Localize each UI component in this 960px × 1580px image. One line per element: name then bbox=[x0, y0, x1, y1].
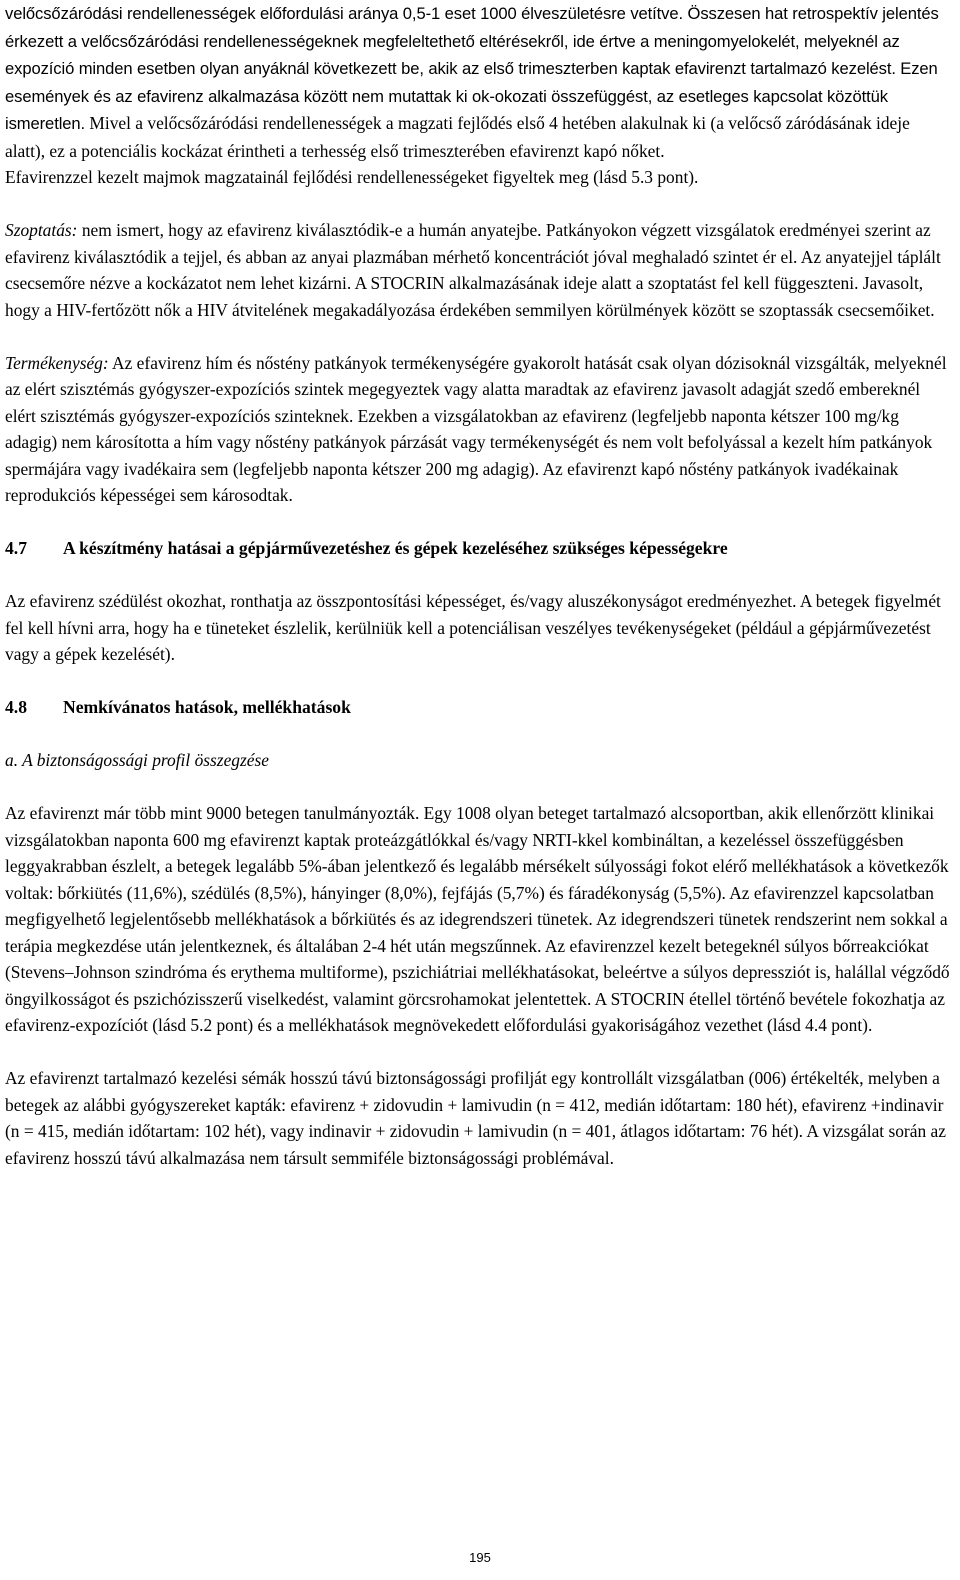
safety-profile-paragraph: Az efavirenzt már több mint 9000 betegen tanulmányozták. Egy 1008 olyan beteget tartalmazó alcsoportban, akik ellenőrzött klinikai vizsgálatokban naponta 600 mg efavirenzt kaptak proteázgátlókkal és/vagy NRTI-kkel kombináltan, a kezeléssel összefüggésben leggyakrabban észlelt, a betegek legalább 5%-ában jelentkező és legalább mérsékelt súlyossági fokot elérő mellékhatások a következők voltak: bőrkiütés (11,6%), szédülés (8,5%), hányinger (8,0%), fejfájás (5,7%) és fáradékonyság (5,5%). Az efavirenzzel kapcsolatban megfigyelhető legjelentősebb mellékhatások a bőrkiütés és az idegrendszeri tünetek. Az idegrendszeri tünetek rendszerint nem sokkal a terápia megkezdése után jelentkeznek, és általában 2-4 hét után megszűnnek. Az efavirenzzel kezelt betegeknél súlyos bőrreakciókat (Stevens–Johnson szindróma és erythema multiforme), pszichiátriai mellékhatásokat, beleértve a súlyos depressziót is, halállal végződő öngyilkosságot és pszichózisszerű viselkedést, valamint görcsrohamokat jelentettek. A STOCRIN étellel történő bevétele fokozhatja az efavirenz-expozíciót (lásd 5.2 pont) és a mellékhatások megnövekedett előfordulási gyakoriságához vezethet (lásd 4.4 pont). bbox=[5, 803, 950, 1035]
spacer bbox=[5, 721, 953, 748]
spacer bbox=[5, 774, 953, 801]
section-title-4-7: A készítmény hatásai a gépjárművezetéshez és gépek kezeléséhez szükséges képességekre bbox=[63, 538, 728, 558]
breastfeeding-label: Szoptatás: bbox=[5, 220, 78, 240]
driving-paragraph: Az efavirenz szédülést okozhat, ronthatja az összpontosítási képességet, és/vagy aluszékonyságot eredményezhet. A betegek figyelmét fel kell hívni arra, hogy ha e tüneteket észlelik, kerülniük kell a potenciálisan veszélyes tevékenységeket (például a gépjárművezetést vagy a gépek kezelését). bbox=[5, 591, 941, 664]
pregnancy-text-a: velőcsőzáródási rendellenességek előfordulási aránya 0,5-1 eset 1000 élveszületésre vetítve. Összesen hat retrospektív jelentés érkezett a velőcsőzáródási rendellenességeknek megfeleltethető eltérésekről, ide értve a meningomyelokelét, melyeknél az expozíció minden esetben olyan anyáknál következett be, akik az első trimeszterben kaptak efavirenzt tartalmazó kezelést. bbox=[5, 4, 939, 78]
section-number-4-8: 4.8 bbox=[5, 697, 27, 717]
section-title-4-8: Nemkívánatos hatások, mellékhatások bbox=[63, 697, 351, 717]
spacer bbox=[5, 562, 953, 589]
monkey-findings-paragraph: Efavirenzzel kezelt majmok magzatainál fejlődési rendellenességeket figyeltek meg (lásd 5.3 pont). bbox=[5, 167, 699, 187]
section-heading-4-8 bbox=[5, 694, 953, 721]
spacer bbox=[5, 323, 953, 350]
spacer bbox=[5, 191, 953, 218]
breastfeeding-paragraph bbox=[5, 217, 953, 323]
long-term-safety-paragraph: Az efavirenzt tartalmazó kezelési sémák hosszú távú biztonságossági profilját egy kontrollált vizsgálatban (006) értékelték, melyben a betegek az alábbi gyógyszereket kapták: efavirenz + zidovudin + lamivudin (n = 412, medián időtartam: 180 hét), efavirenz +indinavir (n = 415, medián időtartam: 102 hét), vagy indinavir + zidovudin + lamivudin (n = 401, átlagos időtartam: 76 hét). A vizsgálat során az efavirenz hosszú távú alkalmazása nem társult semmiféle biztonságossági problémával. bbox=[5, 1068, 946, 1168]
section-number-4-7: 4.7 bbox=[5, 538, 27, 558]
spacer bbox=[5, 668, 953, 695]
pregnancy-text-b: Ezen események és az efavirenz alkalmazása között nem mutattak ki ok-okozati összefüggést, az esetleges kapcsolat közöttük ismeretlen. bbox=[5, 59, 938, 133]
safety-profile-subtitle: a. A biztonságossági profil összegzése bbox=[5, 750, 269, 770]
document-page bbox=[5, 0, 953, 1171]
section-heading-4-7 bbox=[5, 535, 953, 562]
spacer bbox=[5, 1039, 953, 1066]
fertility-text: Az efavirenz hím és nőstény patkányok termékenységére gyakorolt hatását csak olyan dózisoknál vizsgálták, melyeknél az elért szisztémás gyógyszer-expozíciós szintek megegyeztek vagy alatta maradtak az efavirenz javasolt adagját szedő embereknél elért szisztémás gyógyszer-expozíciós szinteknek. Ezekben a vizsgálatokban az efavirenz (legfeljebb naponta kétszer 100 mg/kg adagig) nem károsította a hím vagy nőstény patkányok párzását vagy termékenységét és nem volt befolyással a kezelt hím patkányok spermájára vagy ivadékaira sem (legfeljebb naponta kétszer 200 mg adagig). Az efavirenzt kapó nőstény patkányok ivadékainak reprodukciós képességei sem károsodtak. bbox=[5, 352, 947, 505]
spacer bbox=[5, 509, 953, 536]
breastfeeding-text: nem ismert, hogy az efavirenz kiválasztódik-e a humán anyatejbe. Patkányokon végzett vizsgálatok eredményei szerint az efavirenz kiválasztódik a tejjel, és abban az anyai plazmában mérhető koncentrációt jóval meghaladó szintet ér el. Az anyatejjel táplált csecsemőre nézve a kockázatot nem lehet kizárni. A STOCRIN alkalmazásának ideje alatt a szoptatást fel kell függeszteni. Javasolt, hogy a HIV-fertőzött nők a HIV átvitelének megakadályozása érdekében semmilyen körülmények között se szoptassák csecsemőiket. bbox=[5, 220, 941, 320]
pregnancy-paragraph bbox=[5, 0, 953, 164]
fertility-paragraph bbox=[5, 350, 953, 509]
pregnancy-text-c: Mivel a velőcsőzáródási rendellenességek a magzati fejlődés első 4 hetében alakulnak ki (a velőcső záródásának ideje alatt), ez a potenciális kockázat érintheti a terhesség első trimeszterében efavirenzt kapó nőket. bbox=[5, 113, 910, 161]
fertility-label: Termékenység: bbox=[5, 352, 109, 373]
page-number: 195 bbox=[469, 1550, 491, 1565]
